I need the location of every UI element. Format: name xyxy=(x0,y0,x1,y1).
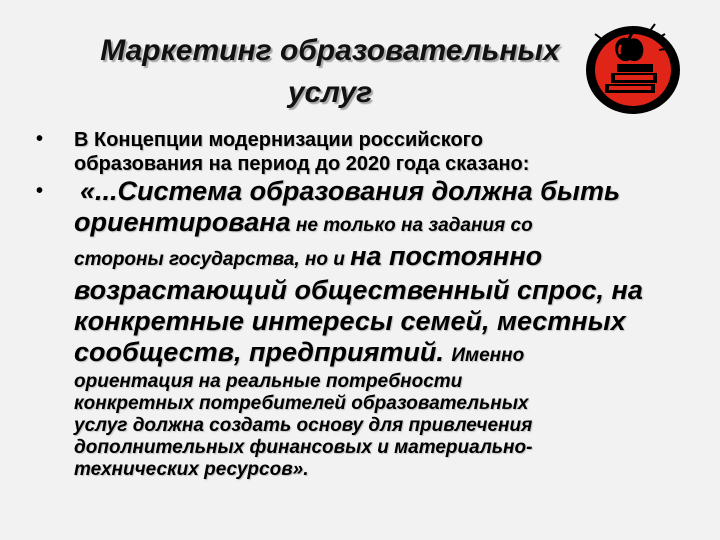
p1-line-1: В Концепции модернизации российского xyxy=(74,129,483,151)
bullet-paragraph-2 xyxy=(74,176,694,481)
p2-line-2 xyxy=(74,207,694,241)
p2-line-3a: стороны государства, но и xyxy=(74,249,351,270)
p2-line-5: конкретные интересы семей, местных xyxy=(74,306,626,336)
p2-line-1: «...Система образования должна быть xyxy=(80,176,620,206)
p2-line-4: возрастающий общественный спрос, на xyxy=(74,275,643,305)
bullet-paragraph-1 xyxy=(74,128,694,176)
p2-line-6b: Именно xyxy=(451,345,525,366)
p2-line-3b: на постоянно xyxy=(350,241,543,271)
p2-line-6 xyxy=(74,337,694,371)
p2-line-9: услуг должна создать основу для привлечения xyxy=(74,415,533,436)
bullet-marker-2: • xyxy=(36,180,44,202)
p2-line-10: дополнительных финансовых и материально- xyxy=(74,437,533,458)
slide-title xyxy=(70,30,590,114)
p2-line-2b: не только на задания со xyxy=(290,215,533,236)
p2-line-7: ориентация на реальные потребности xyxy=(74,371,463,392)
p2-line-3 xyxy=(74,241,694,275)
p2-line-8: конкретных потребителей образовательных xyxy=(74,393,529,414)
p2-line-11: технических ресурсов». xyxy=(74,459,309,480)
title-line-2: услуг xyxy=(287,76,373,109)
title-line-1: Маркетинг образовательных xyxy=(100,34,560,67)
p2-line-2a: ориентирована xyxy=(74,207,291,237)
p2-line-6a: сообществ, предприятий. xyxy=(74,337,452,367)
p1-line-2: образования на период до 2020 года сказано: xyxy=(74,153,530,175)
books-apple-icon xyxy=(583,18,683,118)
bullet-marker-1: • xyxy=(36,128,44,150)
